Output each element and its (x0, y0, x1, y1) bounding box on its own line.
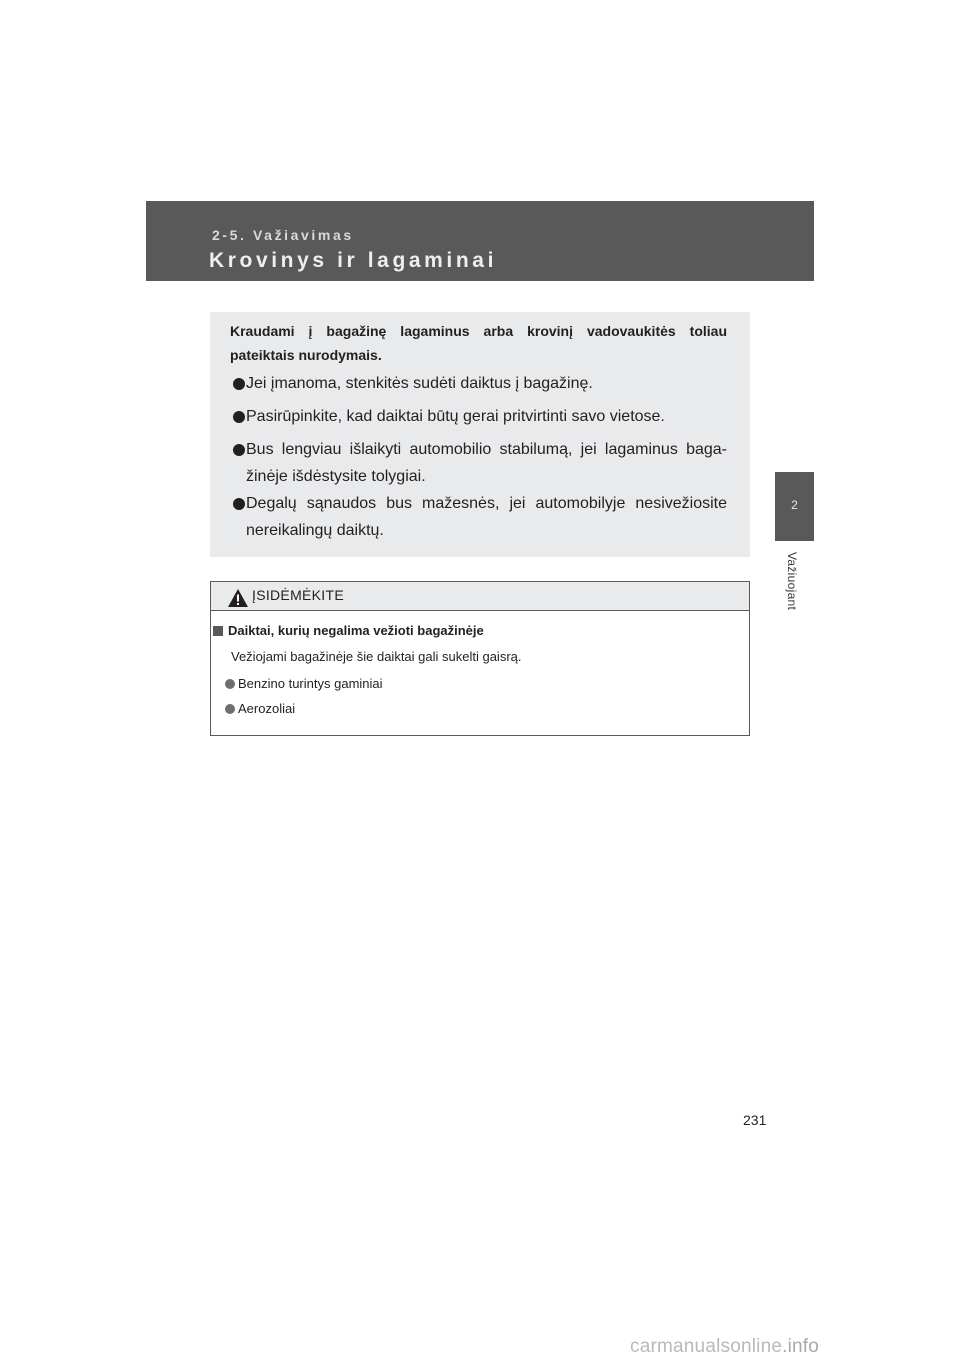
info-box (210, 312, 750, 557)
bullet-item (226, 370, 727, 397)
intro-line: Kraudami į bagažinę lagaminus arba krovinį vadovaukitės toliau (230, 323, 727, 339)
caution-item-text: Aerozoliai (238, 701, 296, 716)
chapter-label: Važiuojant (785, 552, 799, 611)
bullet-text: Degalų sąnaudos bus mažesnės, jei automobilyje nesivežiosite (246, 495, 727, 512)
caution-list-item (225, 676, 383, 691)
bullet-text: Bus lengviau išlaikyti automobilio stabilumą, jei lagaminus baga- (246, 441, 727, 458)
section-number: 2-5. Važiavimas (212, 227, 354, 243)
bullet-dot-icon (233, 498, 245, 510)
caution-item-text: Benzino turintys gaminiai (238, 676, 383, 691)
bullet-dot-icon (233, 444, 245, 456)
caution-box (210, 581, 750, 736)
watermark-suffix: .info (782, 1336, 820, 1357)
intro-text (230, 319, 727, 367)
bullet-text: Jei įmanoma, stenkitės sudėti daiktus į bagažinę. (246, 375, 593, 392)
watermark (630, 1336, 819, 1358)
caution-title: ĮSIDĖMĖKITE (252, 587, 344, 603)
caution-heading (213, 623, 484, 638)
section-title: Krovinys ir lagaminai (209, 249, 498, 272)
bullet-dot-icon (233, 378, 245, 390)
section-header (146, 201, 814, 281)
bullet-item (226, 436, 727, 490)
chapter-tab (775, 472, 814, 541)
caution-list-item (225, 701, 295, 716)
square-bullet-icon (213, 626, 223, 636)
chapter-number: 2 (791, 498, 798, 512)
bullet-text: Pasirūpinkite, kad daiktai būtų gerai pritvirtinti savo vietose. (246, 408, 665, 425)
caution-text: Vežiojami bagažinėje šie daiktai gali sukelti gaisrą. (231, 649, 522, 664)
bullet-dot-icon (233, 411, 245, 423)
page-number: 231 (743, 1112, 767, 1128)
watermark-text: carmanualsonline (630, 1336, 783, 1357)
bullet-item (226, 403, 727, 430)
bullet-dot-icon (225, 679, 235, 689)
caution-header (211, 582, 749, 611)
warning-triangle-icon (227, 588, 249, 608)
bullet-item (226, 490, 727, 544)
caution-heading-text: Daiktai, kurių negalima vežioti bagažinėje (228, 623, 484, 638)
bullet-dot-icon (225, 704, 235, 714)
intro-line: pateiktais nurodymais. (230, 347, 382, 363)
bullet-text: nereikalingų daiktų. (246, 522, 384, 539)
bullet-text: žinėje išdėstysite tolygiai. (246, 468, 426, 485)
